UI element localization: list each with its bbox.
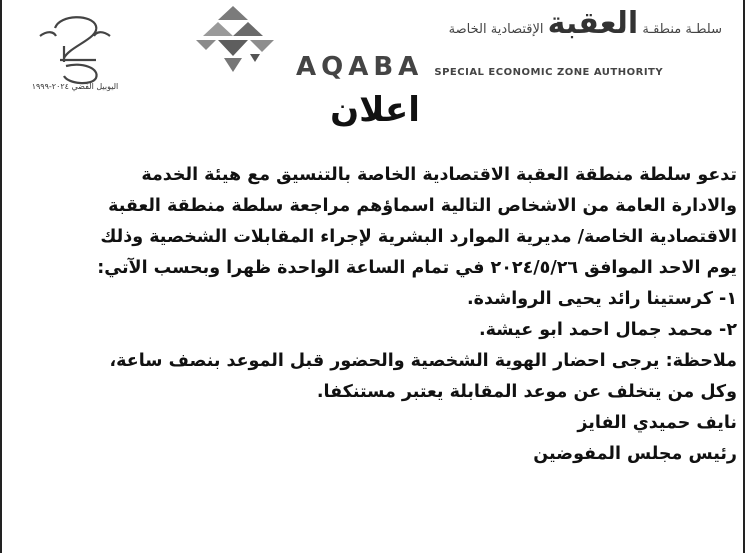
org-name-arabic [292, 6, 722, 41]
body-line: الاقتصادية الخاصة/ مديرية الموارد البشرية لإجراء المقابلات الشخصية وذلك [100, 227, 737, 247]
signatory-name: نايف حميدي الفايز [577, 413, 737, 433]
letterhead [0, 0, 745, 150]
note-line: ملاحظة: يرجى احضار الهوية الشخصية والحضور قبل الموعد بنصف ساعة، [109, 351, 737, 371]
org-name-arabic-prefix: سلطـة منطقـة [642, 22, 722, 37]
notice-title: اعلان [330, 90, 420, 130]
body-line: تدعو سلطة منطقة العقبة الاقتصادية الخاصة بالتنسيق مع هيئة الخدمة [141, 165, 737, 185]
body-line: والادارة العامة من الاشخاص التالية اسماؤهم مراجعة سلطة منطقة العقبة [108, 196, 737, 216]
candidate-name: ١- كرستينا رائد يحيى الرواشدة. [466, 289, 737, 309]
note-line: وكل من يتخلف عن موعد المقابلة يعتبر مستنكفا. [316, 382, 737, 402]
org-name-english-brand: AQABA [296, 52, 424, 82]
org-name-english-subtitle: SPECIAL ECONOMIC ZONE AUTHORITY [434, 67, 664, 78]
signatory-title: رئيس مجلس المفوضين [533, 444, 737, 464]
org-name-arabic-suffix: الإقتصادية الخاصة [448, 22, 544, 37]
notice-body [12, 160, 737, 470]
body-line: يوم الاحد الموافق ٢٠٢٤/٥/٢٦ في تمام الساعة الواحدة ظهرا وبحسب الآتي: [97, 258, 737, 278]
org-name-english [296, 52, 726, 82]
silver-jubilee-logo [20, 6, 130, 91]
candidate-name: ٢- محمد جمال احمد ابو عيشة. [479, 320, 737, 340]
aseza-triangle-mark [188, 2, 278, 77]
jubilee-caption: اليوبيل الفضي ٢٠٢٤-١٩٩٩ [31, 82, 119, 91]
org-name-arabic-brand: العقبة [547, 6, 639, 41]
